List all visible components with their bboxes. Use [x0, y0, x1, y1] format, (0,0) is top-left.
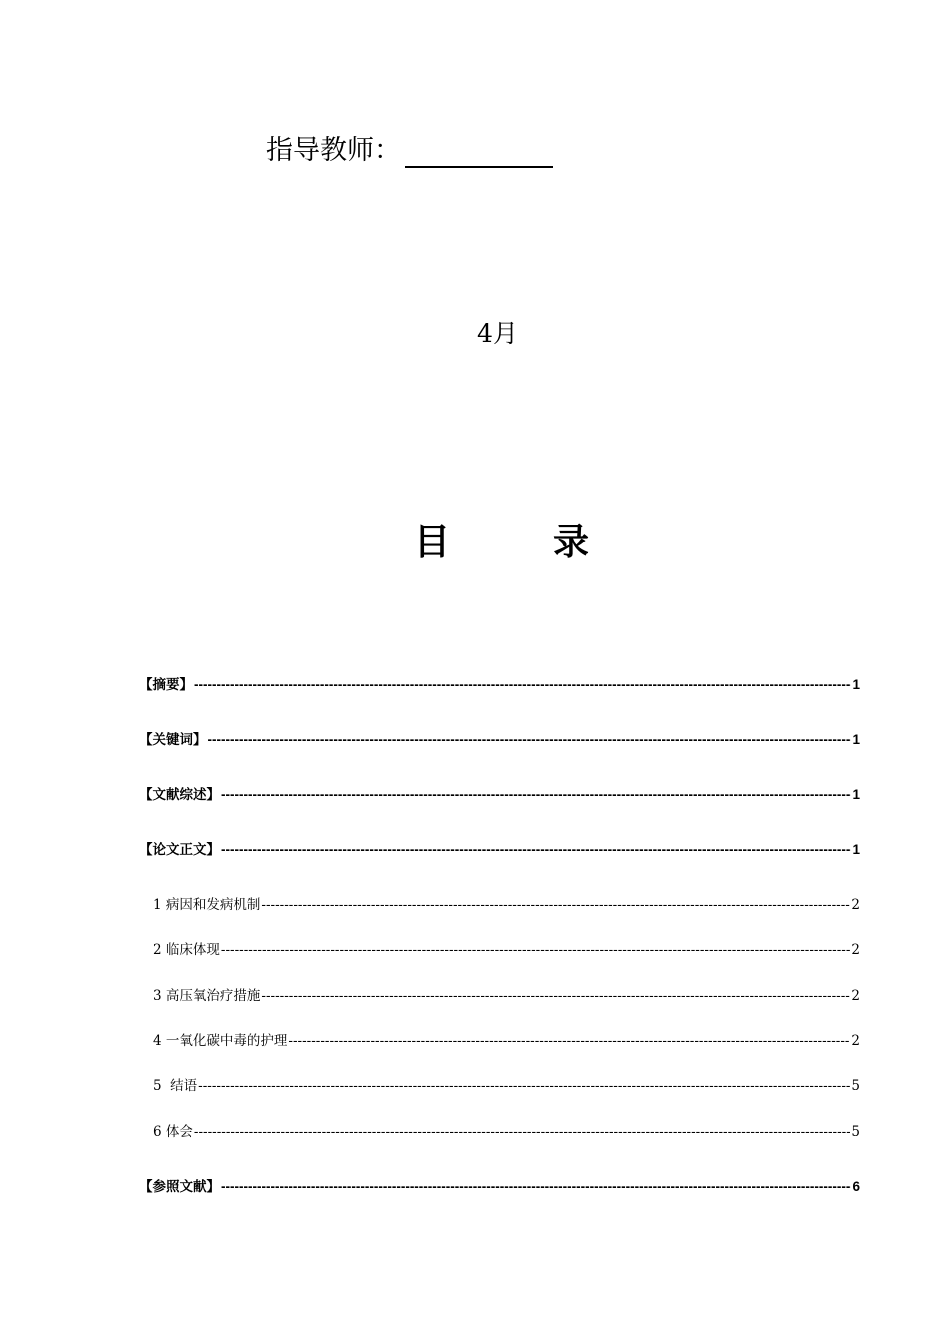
toc-leader — [221, 787, 851, 802]
toc-leader — [288, 1033, 850, 1049]
toc-entry-section-3[interactable] — [139, 984, 860, 1006]
toc-leader — [221, 942, 851, 958]
toc-entry-page: 2 — [851, 942, 860, 958]
toc-entry-label: 3 高压氧治疗措施 — [153, 988, 261, 1004]
toc-leader — [198, 1078, 850, 1094]
toc-leader — [221, 842, 851, 857]
toc-entry-label: 【关键词】 — [139, 732, 207, 747]
toc-entry-label: 1 病因和发病机制 — [153, 897, 261, 913]
toc-leader — [194, 1124, 851, 1140]
toc-entry-page: 5 — [851, 1124, 860, 1140]
toc-entry-page: 2 — [851, 988, 860, 1004]
toc-entry-keywords[interactable] — [139, 728, 860, 750]
advisor-line — [266, 128, 553, 168]
document-date: 4月 — [477, 319, 518, 348]
toc-entry-section-6[interactable] — [139, 1120, 860, 1142]
advisor-blank-underline — [405, 134, 553, 168]
toc-entry-page: 1 — [852, 787, 860, 802]
toc-entry-label: 【论文正文】 — [139, 842, 220, 857]
toc-entry-label: 【摘要】 — [139, 677, 193, 692]
toc-entry-abstract[interactable] — [139, 673, 860, 695]
toc-leader — [261, 988, 850, 1004]
toc-title — [414, 520, 589, 566]
advisor-label: 指导教师： — [266, 135, 401, 166]
toc-entry-label: 【参照文献】 — [139, 1179, 220, 1194]
toc-entry-page: 5 — [851, 1078, 860, 1094]
toc-entry-section-5[interactable] — [139, 1074, 860, 1096]
toc-entry-section-1[interactable] — [139, 893, 860, 915]
toc-entry-page: 1 — [852, 677, 860, 692]
toc-entry-page: 1 — [852, 842, 860, 857]
toc-entry-page: 1 — [852, 732, 860, 747]
toc-entry-label: 2 临床体现 — [153, 942, 220, 958]
toc-entry-page: 2 — [851, 897, 860, 913]
toc-entry-literature-review[interactable] — [139, 783, 860, 805]
toc-leader — [221, 1179, 851, 1194]
toc-title-char-2: 录 — [552, 522, 589, 563]
toc-entry-label: 6 体会 — [153, 1124, 193, 1140]
toc-entry-main-text[interactable] — [139, 838, 860, 860]
toc-leader — [194, 677, 851, 692]
toc-entry-section-2[interactable] — [139, 938, 860, 960]
toc-entry-label: 4 一氧化碳中毒的护理 — [153, 1033, 288, 1049]
toc-entry-page: 2 — [851, 1033, 860, 1049]
toc-leader — [261, 897, 850, 913]
toc-entry-section-4[interactable] — [139, 1029, 860, 1051]
toc-entry-label: 【文献综述】 — [139, 787, 220, 802]
toc-entry-references[interactable] — [139, 1175, 860, 1197]
toc-entry-page: 6 — [852, 1179, 860, 1194]
toc-leader — [208, 732, 852, 747]
toc-entry-label: 5 结语 — [153, 1078, 198, 1094]
toc-title-char-1: 目 — [414, 522, 451, 563]
